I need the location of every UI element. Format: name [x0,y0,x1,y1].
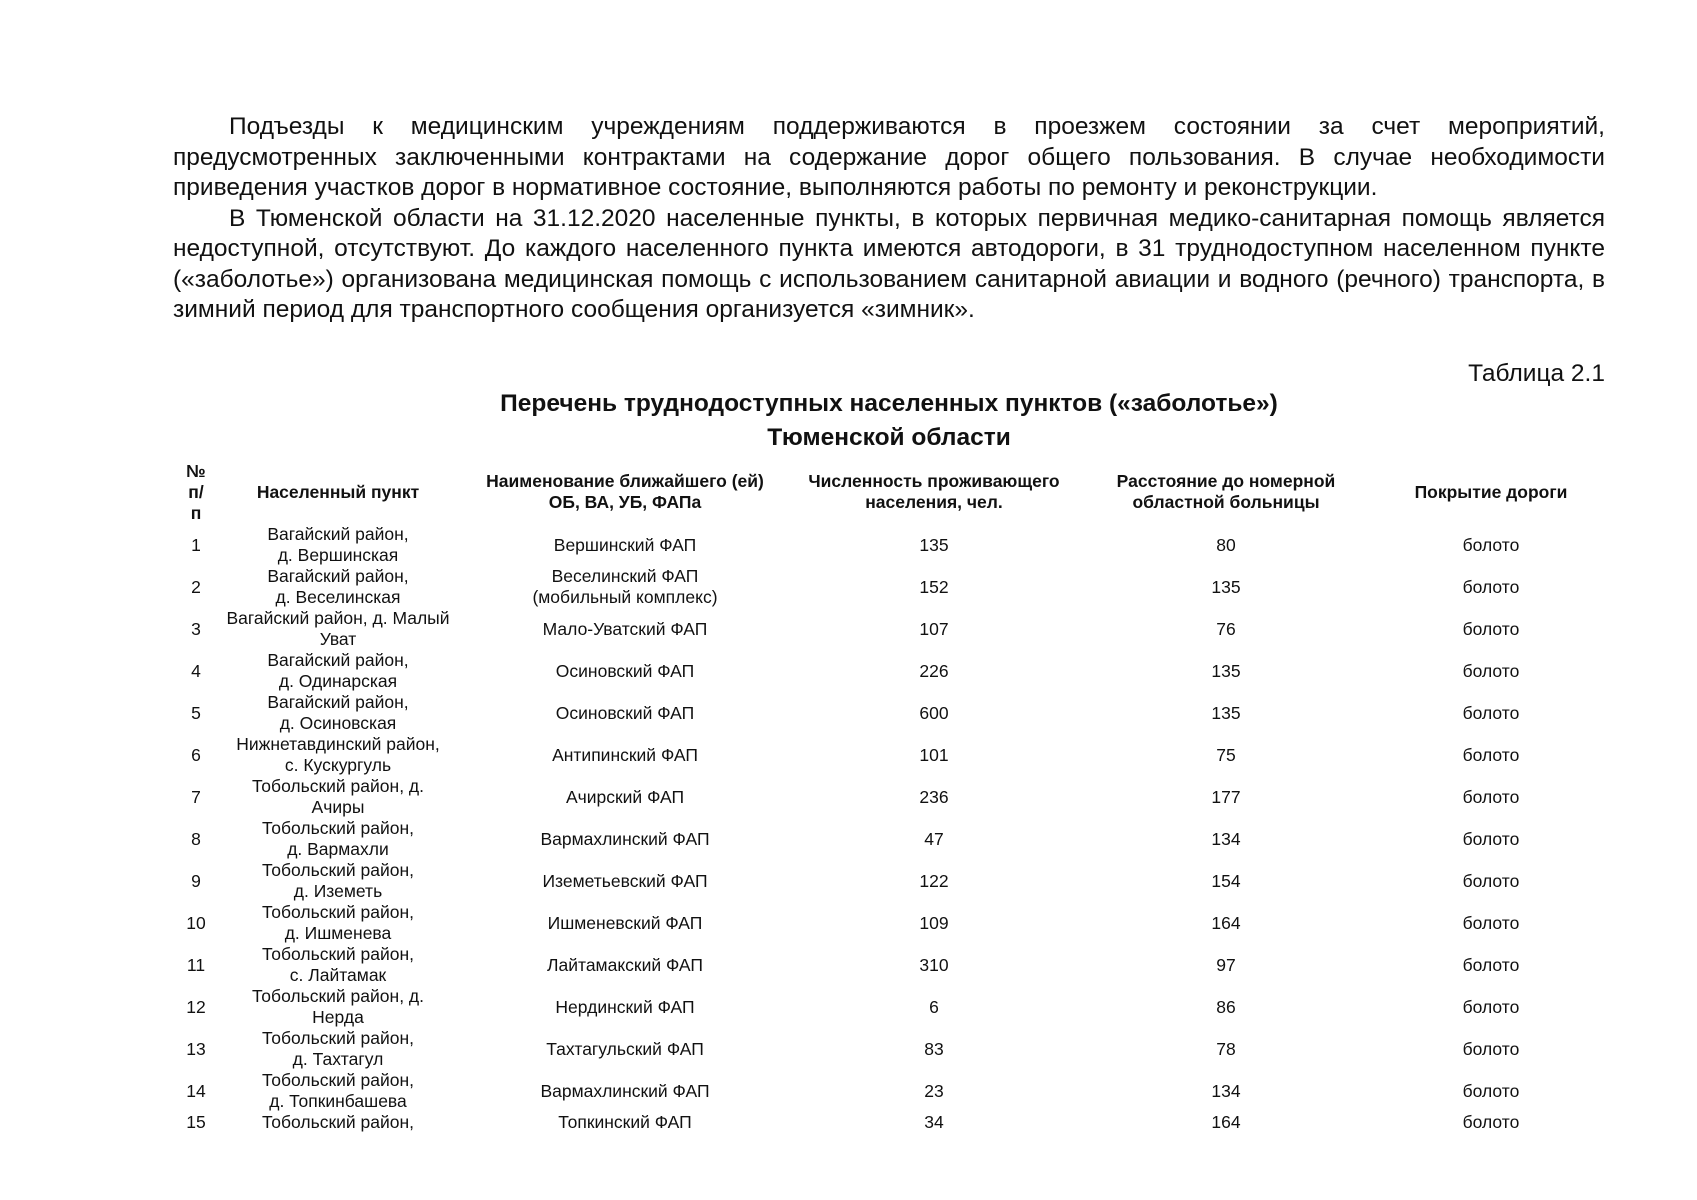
cell-population: 600 [919,702,949,723]
cell-distance: 80 [1216,534,1236,555]
table-row [173,944,1605,986]
table-title [173,387,1605,455]
cell-settlement: Вагайский район, д. Вершинская [267,524,409,565]
cell-settlement: Тобольский район, д. Иземеть [261,860,415,901]
cell-settlement: Вагайский район, д. Веселинская [267,566,409,607]
cell-population: 226 [919,660,949,681]
cell-settlement: Тобольский район, с. Лайтамак [261,944,415,985]
cell-num: 15 [186,1112,206,1132]
cell-population: 310 [919,954,949,975]
cell-population: 109 [919,912,949,933]
cell-distance: 75 [1216,744,1236,765]
intro-text [173,112,1605,326]
table-row [173,986,1605,1028]
cell-settlement: Тобольский район, д. Тахтагул [261,1028,415,1069]
cell-population: 83 [924,1038,944,1059]
header-distance: Расстояние до номерной областной больницы [1116,471,1336,512]
cell-num: 1 [191,534,201,555]
cell-num: 4 [191,660,201,681]
cell-nearest: Тахтагульский ФАП [546,1038,704,1059]
cell-road: болото [1462,828,1520,849]
cell-distance: 135 [1211,576,1241,597]
header-settlement: Населенный пункт [256,481,420,502]
cell-num: 10 [186,912,206,933]
cell-settlement: Вагайский район, д. Осиновская [267,692,409,733]
cell-distance: 164 [1211,1112,1241,1132]
cell-population: 236 [919,786,949,807]
cell-nearest: Мало-Уватский ФАП [542,618,708,639]
table-row [173,1112,1605,1140]
header-road: Покрытие дороги [1414,481,1568,502]
cell-distance: 135 [1211,702,1241,723]
cell-nearest: Ачирский ФАП [565,786,685,807]
cell-settlement: Тобольский район, д. Ишменева [261,902,415,943]
table-header-row [173,460,1605,524]
table-row [173,818,1605,860]
cell-nearest: Топкинский ФАП [558,1112,692,1132]
cell-settlement: Тобольский район, д. Топкинбашева [261,1070,415,1111]
table-row [173,734,1605,776]
cell-num: 8 [191,828,201,849]
table-row [173,524,1605,566]
cell-nearest: Вармахлинский ФАП [540,828,710,849]
cell-num: 6 [191,744,201,765]
cell-population: 6 [929,996,939,1017]
cell-road: болото [1462,1080,1520,1101]
cell-road: болото [1462,1112,1520,1132]
cell-nearest: Веселинский ФАП (мобильный комплекс) [532,566,718,607]
cell-num: 9 [191,870,201,891]
table-row [173,860,1605,902]
cell-num: 11 [186,954,206,975]
cell-num: 7 [191,786,201,807]
header-population: Численность проживающего населения, чел. [808,471,1060,512]
cell-population: 122 [919,870,949,891]
table-row [173,650,1605,692]
table-row [173,776,1605,818]
cell-settlement: Тобольский район, д. Нерда [251,986,424,1027]
cell-settlement: Тобольский район, д. Вармахли [261,818,415,859]
cell-road: болото [1462,702,1520,723]
table-title-line: Тюменской области [767,424,1011,451]
cell-distance: 134 [1211,828,1241,849]
cell-road: болото [1462,954,1520,975]
cell-road: болото [1462,618,1520,639]
cell-num: 2 [191,576,201,597]
cell-population: 152 [919,576,949,597]
cell-distance: 164 [1211,912,1241,933]
cell-population: 34 [924,1112,944,1132]
header-num: № п/п [186,460,206,523]
cell-distance: 86 [1216,996,1236,1017]
cell-population: 107 [919,618,949,639]
cell-nearest: Вармахлинский ФАП [540,1080,710,1101]
cell-population: 47 [924,828,944,849]
cell-population: 101 [919,744,949,765]
cell-distance: 154 [1211,870,1241,891]
cell-num: 13 [186,1038,206,1059]
cell-distance: 135 [1211,660,1241,681]
cell-road: болото [1462,786,1520,807]
cell-distance: 78 [1216,1038,1236,1059]
table-row [173,1028,1605,1070]
cell-road: болото [1462,912,1520,933]
cell-nearest: Антипинский ФАП [552,744,698,765]
cell-road: болото [1462,576,1520,597]
paragraph: Подъезды к медицинским учреждениям поддерживаются в проезжем состоянии за счет мероприятий, предусмотренных заключенными контрактами на содержание дорог общего пользования. В случае необходимости приведения участков дорог в нормативное состояние, выполняются работы по ремонту и реконструкции. [173,113,1605,201]
cell-settlement: Вагайский район, д. Малый Уват [226,608,450,649]
cell-num: 14 [186,1080,206,1101]
cell-road: болото [1462,660,1520,681]
cell-road: болото [1462,870,1520,891]
cell-road: болото [1462,1038,1520,1059]
cell-nearest: Ишменевский ФАП [547,912,703,933]
cell-road: болото [1462,744,1520,765]
cell-settlement: Тобольский район, д. Ачиры [251,776,424,817]
cell-distance: 76 [1216,618,1236,639]
settlements-table [173,460,1605,1140]
cell-nearest: Лайтамакский ФАП [547,954,703,975]
cell-distance: 177 [1211,786,1241,807]
cell-nearest: Осиновский ФАП [555,660,695,681]
cell-nearest: Осиновский ФАП [555,702,695,723]
cell-settlement: Тобольский район, [261,1112,415,1132]
cell-nearest: Нердинский ФАП [555,996,695,1017]
cell-num: 3 [191,618,201,639]
cell-distance: 134 [1211,1080,1241,1101]
cell-num: 12 [186,996,206,1017]
cell-nearest: Вершинский ФАП [553,534,697,555]
table-row [173,1070,1605,1112]
cell-road: болото [1462,996,1520,1017]
cell-population: 23 [924,1080,944,1101]
table-row [173,902,1605,944]
cell-settlement: Вагайский район, д. Одинарская [267,650,409,691]
table-row [173,566,1605,608]
table-row [173,692,1605,734]
cell-road: болото [1462,534,1520,555]
table-row [173,608,1605,650]
cell-num: 5 [191,702,201,723]
cell-settlement: Нижнетавдинский район, с. Кускургуль [236,734,440,775]
paragraph: В Тюменской области на 31.12.2020 населенные пункты, в которых первичная медико-санитарная помощь является недоступной, отсутствуют. До каждого населенного пункта имеются автодороги, в 31 труднодоступном населенном пункте («заболотье») организована медицинская помощь с использованием санитарной авиации и водного (речного) транспорта, в зимний период для транспортного сообщения организуется «зимник». [173,204,1605,323]
table-number: Таблица 2.1 [1468,360,1605,387]
header-nearest: Наименование ближайшего (ей) ОБ, ВА, УБ, ФАПа [486,471,764,512]
cell-population: 135 [919,534,949,555]
cell-distance: 97 [1216,954,1236,975]
table-title-line: Перечень труднодоступных населенных пунктов («заболотье») [500,390,1278,417]
cell-nearest: Иземетьевский ФАП [542,870,708,891]
